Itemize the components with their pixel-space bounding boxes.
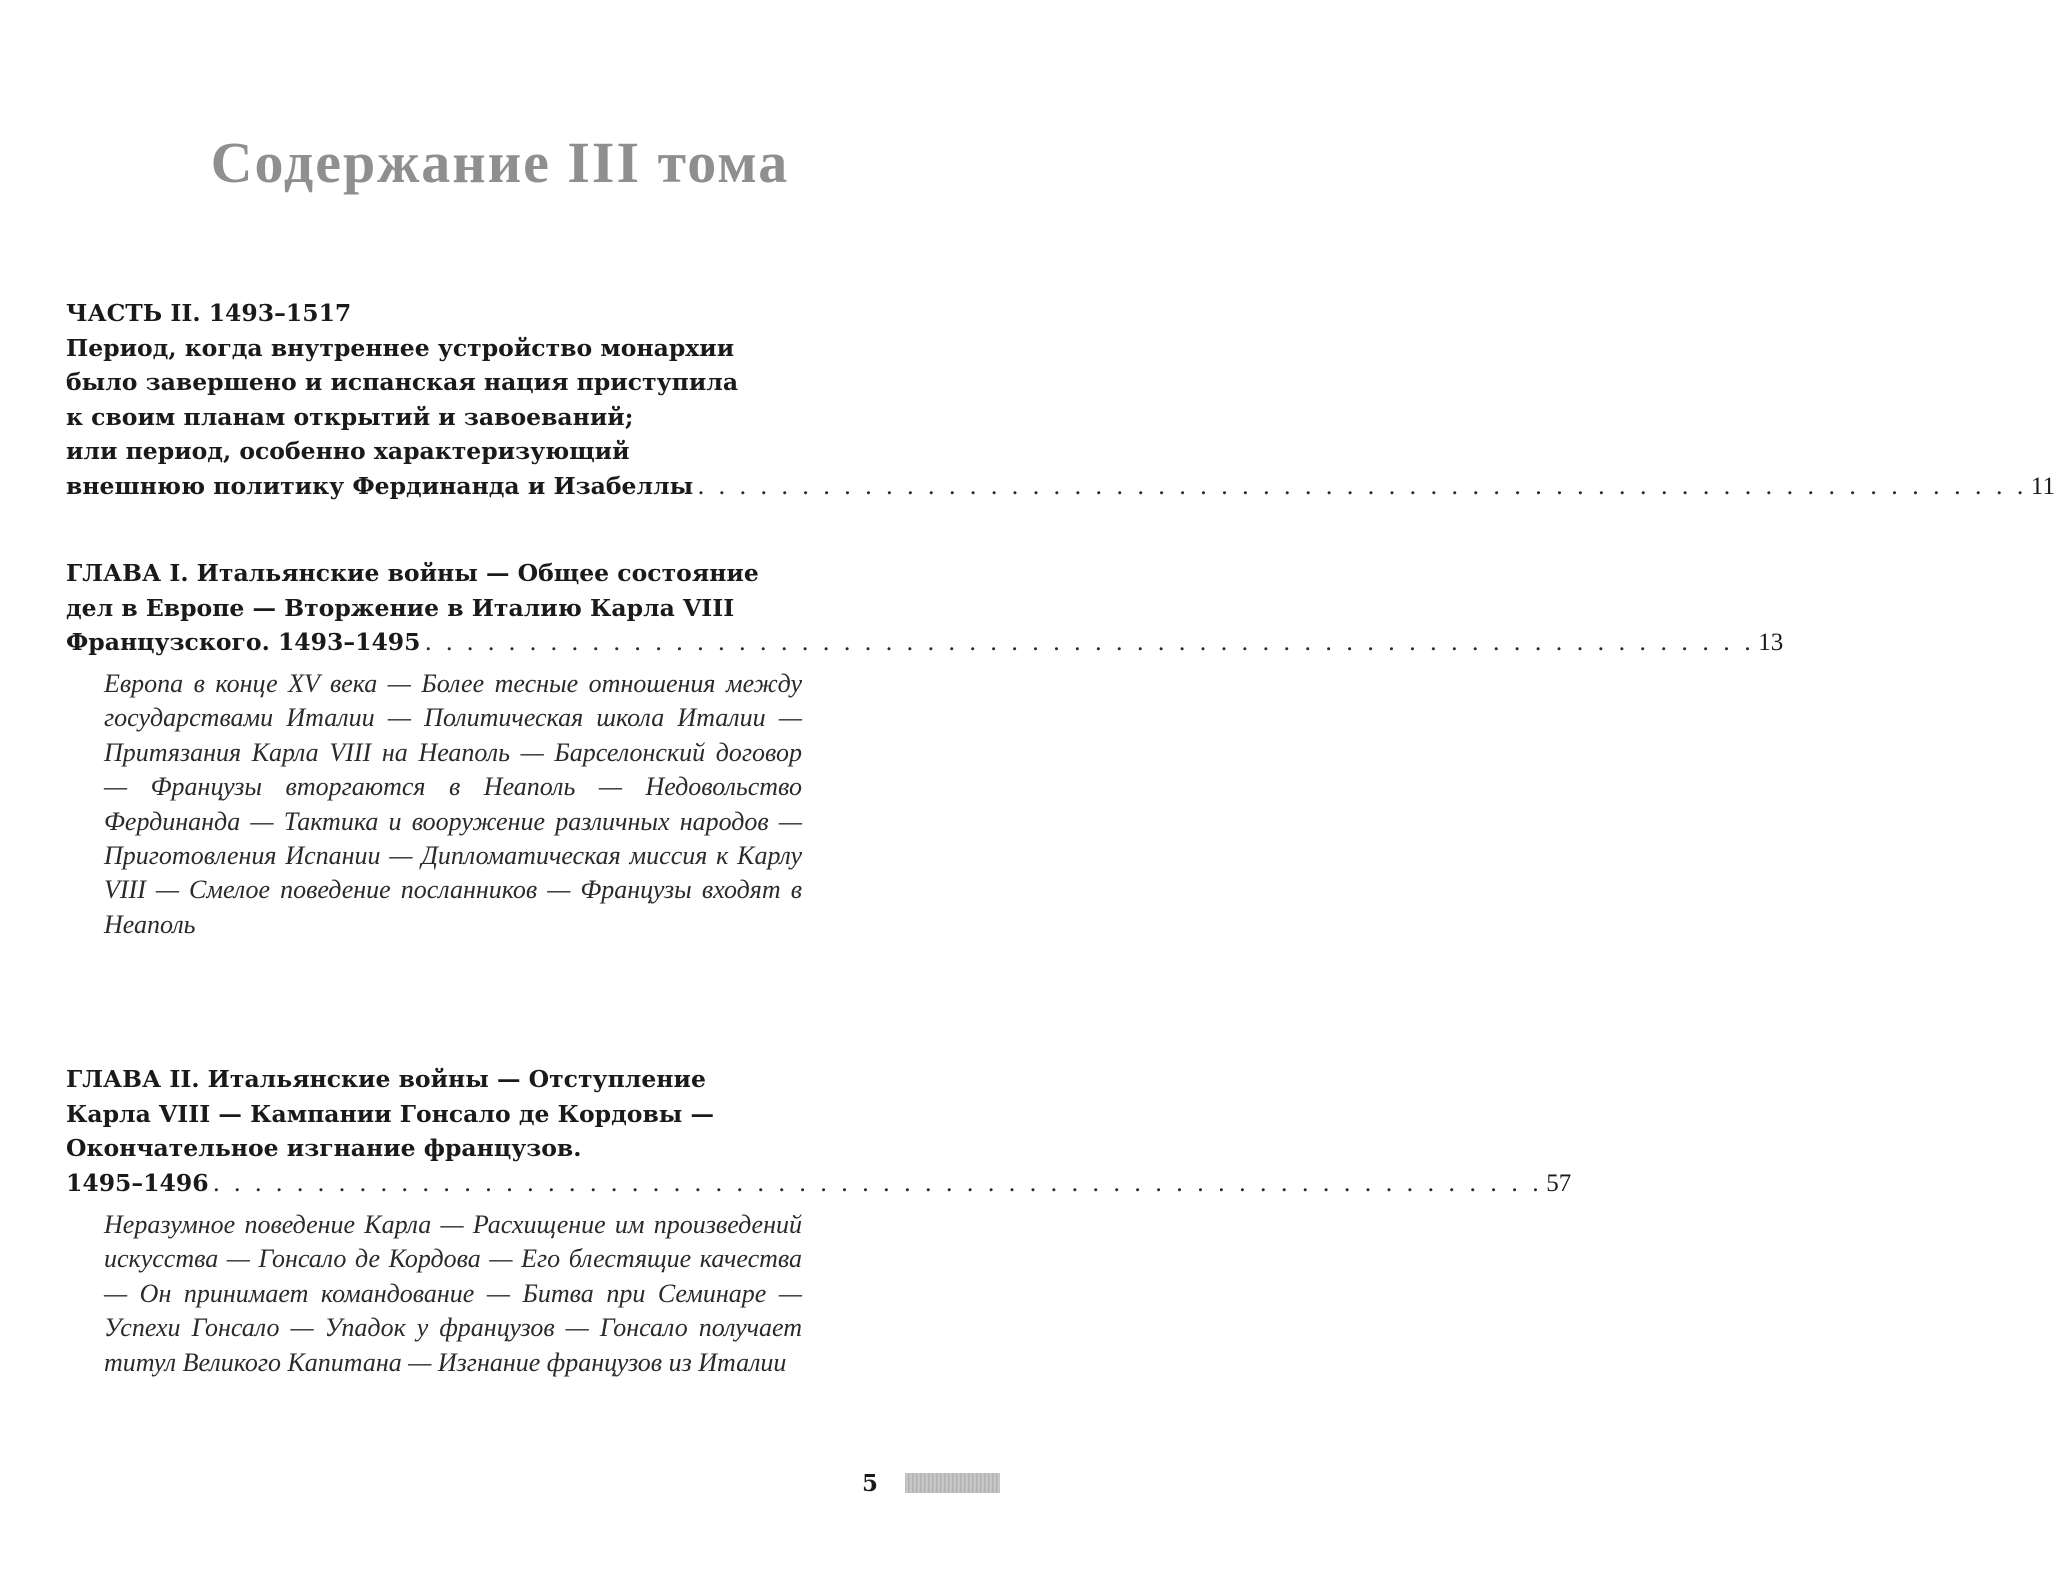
chapter-1-heading-line: ГЛАВА I. Итальянские войны — Общее состояние xyxy=(66,559,759,587)
part-heading-line: или период, особенно характеризующий xyxy=(66,437,630,465)
toc-chapter-1-entry[interactable] xyxy=(66,556,1784,661)
chapter-2-heading-line: Окончательное изгнание французов. xyxy=(66,1134,582,1162)
chapter-1-heading-line: дел в Европе — Вторжение в Италию Карла VIII xyxy=(66,593,735,622)
chapter-1-heading-last-line: Французского. 1493–1495 xyxy=(66,628,421,656)
chapter-2-leader-line xyxy=(66,1166,1572,1202)
chapter-1-page-number: 13 xyxy=(1758,629,1784,656)
chapter-1-leader-line xyxy=(66,625,1784,661)
chapter-2-page-number: 57 xyxy=(1546,1169,1572,1197)
leader-dots: . . . . . . . . . . . . . . . . . . . . . . . . . . . . . . . . . . . . . . . . . . . . . . . . . . . . . . . . . . . . . . . . xyxy=(697,471,2027,500)
part-leader-line xyxy=(66,469,2055,505)
part-heading-last-line: внешнюю политику Фердинанда и Изабеллы xyxy=(66,471,694,500)
page-title: Содержание III тома xyxy=(210,130,790,195)
chapter-2-heading-line: Карла VIII — Кампании Гонсало де Кордовы — xyxy=(66,1099,715,1128)
part-heading-line: ЧАСТЬ II. 1493–1517 xyxy=(66,299,352,327)
part-heading-line: Период, когда внутреннее устройство монархии xyxy=(66,333,735,362)
chapter-1-summary: Европа в конце XV века — Более тесные отношения между государствами Италии — Политическая школа Италии — Притязания Карла VIII на Неаполь — Барселонский договор — Французы вторгаются в Неаполь — Недовольство Фердинанда — Тактика и вооружение различных народов — Приготовления Испании — Дипломатическая миссия к Карлу VIII — Смелое поведение посланников — Французы входят в Неаполь xyxy=(104,669,802,939)
toc-part-entry[interactable] xyxy=(66,296,2055,504)
toc-chapter-2-entry[interactable] xyxy=(66,1062,1572,1201)
part-heading-line: было завершено и испанская нация приступила xyxy=(66,368,739,396)
leader-dots: . . . . . . . . . . . . . . . . . . . . . . . . . . . . . . . . . . . . . . . . . . . . . . . . . . . . . . . . . . . . . . . . xyxy=(212,1168,1543,1197)
chapter-2-summary: Неразумное поведение Карла — Расхищение им произведений искусства — Гонсало де Кордова — Его блестящие качества — Он принимает командование — Битва при Семинаре — Успехи Гонсало — Упадок у французов — Гонсало получает титул Великого Капитана — Изгнание французов из Италии xyxy=(104,1210,802,1377)
part-heading-line: к своим планам открытий и завоеваний; xyxy=(66,402,634,431)
chapter-2-heading-line: ГЛАВА II. Итальянские войны — Отступление xyxy=(66,1065,706,1093)
page-number: 5 xyxy=(862,1470,879,1497)
page-edge-tab xyxy=(905,1473,1000,1493)
part-page-number: 11 xyxy=(2030,472,2055,500)
chapter-2-heading-last-line: 1495–1496 xyxy=(66,1168,209,1197)
leader-dots: . . . . . . . . . . . . . . . . . . . . . . . . . . . . . . . . . . . . . . . . . . . . . . . . . . . . . . . . . . . . . . . . xyxy=(424,628,1755,656)
